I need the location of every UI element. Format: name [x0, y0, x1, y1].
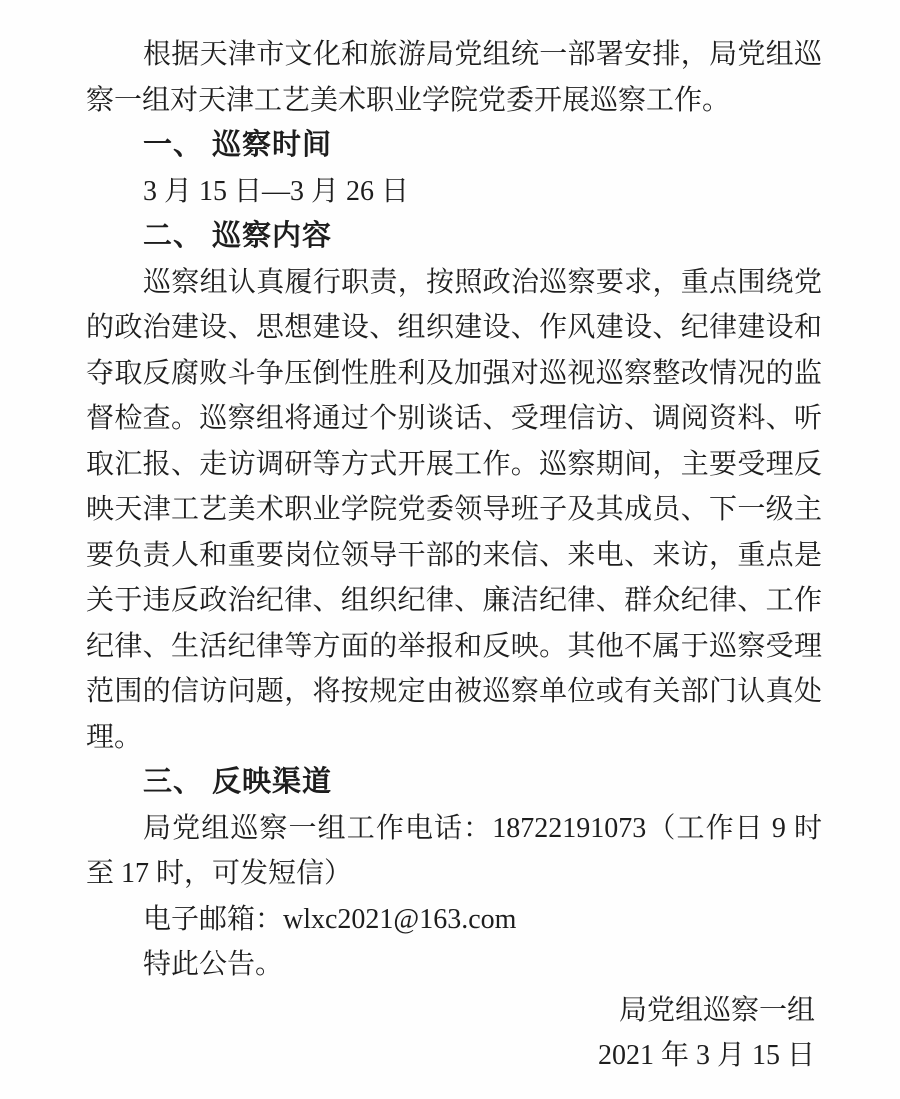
email-contact-paragraph: 电子邮箱：wlxc2021@163.com [143, 903, 517, 935]
intro-paragraph: 根据天津市文化和旅游局党组统一部署安排，局党组巡察一组对天津工艺美术职业学院党委开展巡察工作。 [86, 39, 822, 116]
closing-statement: 特此公告。 [143, 949, 284, 980]
inspection-period-text: 3 月 15 日—3 月 26 日 [143, 175, 410, 207]
inspection-content-paragraph: 巡察组认真履行职责，按照政治巡察要求，重点围绕党的政治建设、思想建设、组织建设、作风建设、纪律建设和夺取反腐败斗争压倒性胜利及加强对巡视巡察整改情况的监督检查。巡察组将通过个别谈话、受理信访、调阅资料、听取汇报、走访调研等方式开展工作。巡察期间，主要受理反映天津工艺美术职业学院党委领导班子及其成员、下一级主要负责人和重要岗位领导干部的来信、来电、来访，重点是关于违反政治纪律、组织纪律、廉洁纪律、群众纪律、工作纪律、生活纪律等方面的举报和反映。其他不属于巡察受理范围的信访问题，将按规定由被巡察单位或有关部门认真处理。 [86, 266, 822, 753]
section-2-heading: 二、 巡察内容 [143, 220, 333, 252]
phone-contact-paragraph: 局党组巡察一组工作电话：18722191073（工作日 9 时至 17 时，可发短信） [86, 812, 822, 889]
section-1-heading: 一、 巡察时间 [143, 129, 333, 161]
section-3-heading: 三、 反映渠道 [143, 766, 333, 798]
signature-line: 局党组巡察一组 [618, 994, 815, 1026]
date-line: 2021 年 3 月 15 日 [597, 1040, 815, 1071]
